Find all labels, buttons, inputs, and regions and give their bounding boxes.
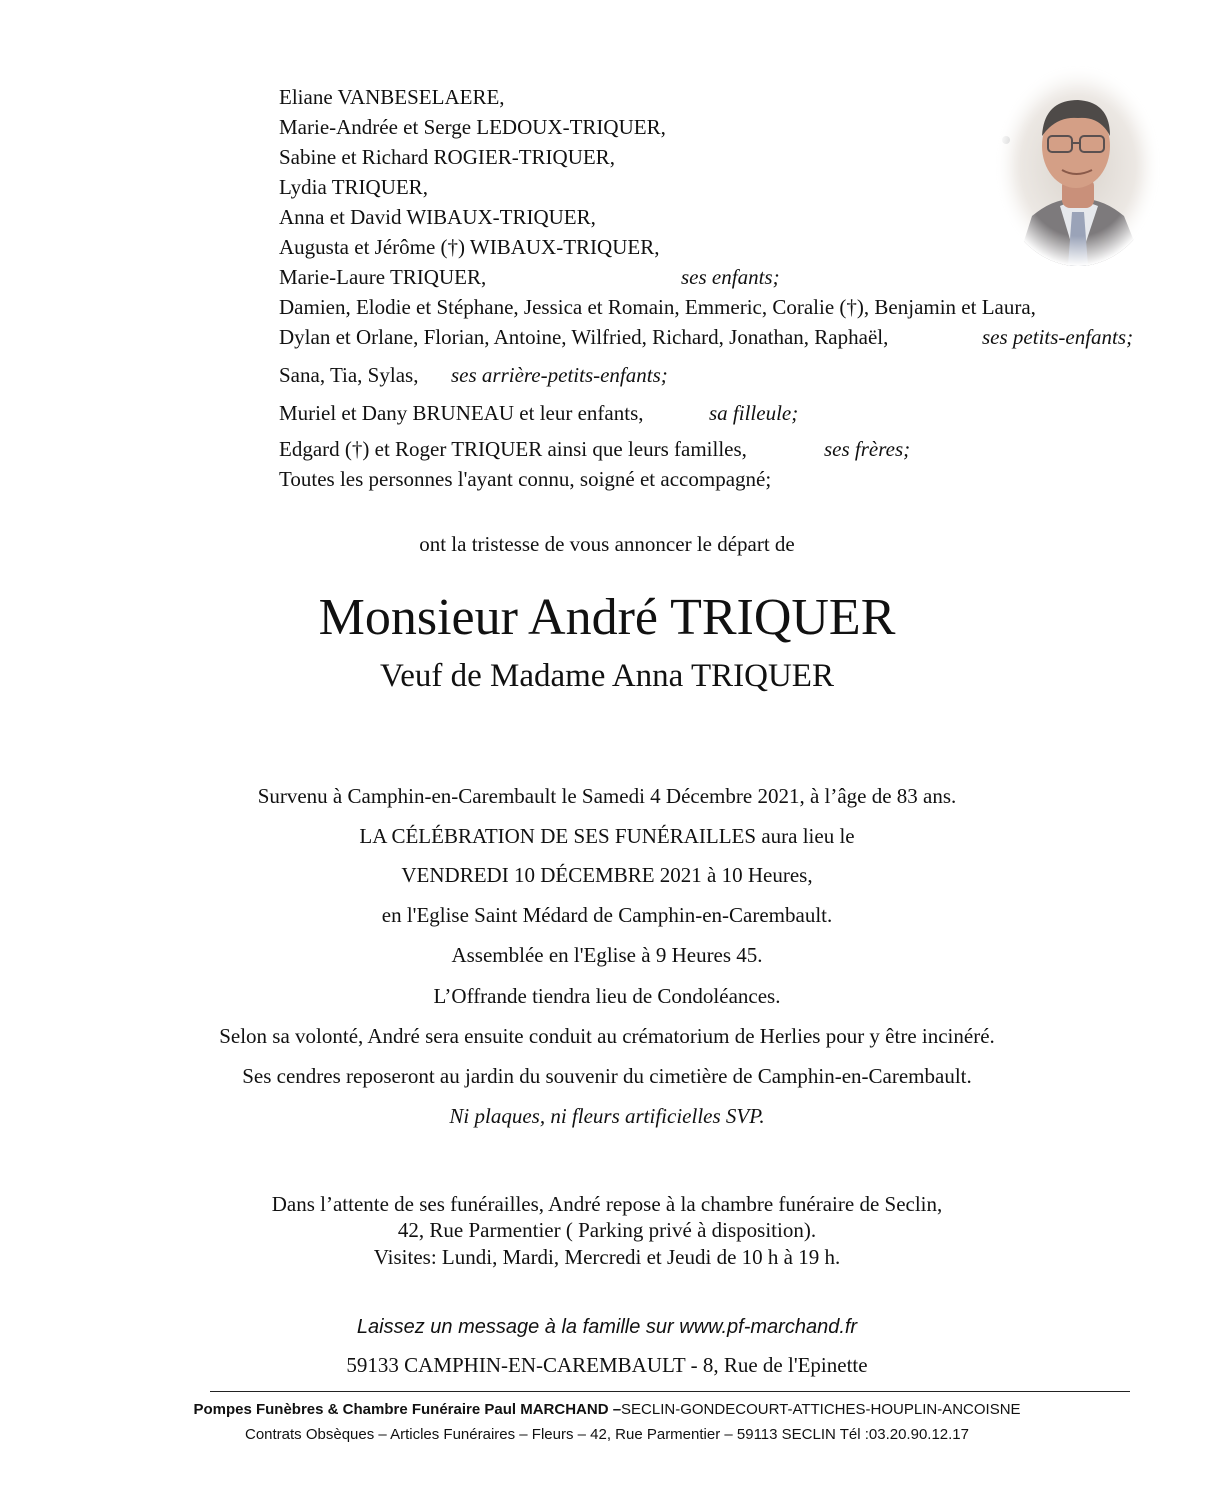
footer-towns: SECLIN-GONDECOURT-ATTICHES-HOUPLIN-ANCOISNE [621, 1401, 1021, 1418]
grandchildren-role: ses petits-enfants; [982, 325, 1134, 349]
address-line: 59133 CAMPHIN-EN-CAREMBAULT - 8, Rue de l'Epinette [346, 1353, 868, 1377]
grandchildren-line: Damien, Elodie et Stéphane, Jessica et Romain, Emmeric, Coralie (†), Benjamin et Laura, [279, 295, 1036, 319]
rest-line: Visites: Lundi, Mardi, Mercredi et Jeudi de 10 h à 19 h. [373, 1245, 841, 1269]
family-line: Marie-Andrée et Serge LEDOUX-TRIQUER, [279, 115, 666, 139]
footer-contact: Contrats Obsèques – Articles Funéraires – Fleurs – 42, Rue Parmentier – 59113 SECLIN Tél :03.20.90.12.17 [244, 1426, 969, 1443]
family-line: Augusta et Jérôme (†) WIBAUX-TRIQUER, [279, 235, 660, 259]
brothers-line [279, 434, 1036, 464]
family-line: Anna et David WIBAUX-TRIQUER, [279, 205, 596, 229]
portrait-figure [996, 66, 1160, 266]
great-grandchildren-line [279, 360, 1036, 390]
family-list [279, 82, 1134, 494]
detail-line: Assemblée en l'Eglise à 9 Heures 45. [451, 943, 763, 967]
family-line-children [279, 262, 1036, 292]
footer-company-line [0, 1401, 1214, 1418]
family-line: Lydia TRIQUER, [279, 175, 428, 199]
brothers-names: Edgard (†) et Roger TRIQUER ainsi que leurs familles, [279, 437, 747, 461]
family-line: Eliane VANBESELAERE, [279, 85, 505, 109]
detail-line: Selon sa volonté, André sera ensuite conduit au crématorium de Herlies pour y être incinéré. [219, 1024, 995, 1048]
others-line: Toutes les personnes l'ayant connu, soigné et accompagné; [279, 467, 772, 491]
family-line: Marie-Laure TRIQUER, [279, 265, 487, 289]
grandchildren-names: Dylan et Orlane, Florian, Antoine, Wilfried, Richard, Jonathan, Raphaël, [279, 325, 889, 349]
no-flowers-note: Ni plaques, ni fleurs artificielles SVP. [449, 1104, 765, 1128]
great-grandchildren-role: ses arrière-petits-enfants; [451, 363, 668, 387]
goddaughter-role: sa filleule; [709, 401, 799, 425]
rest-line: 42, Rue Parmentier ( Parking privé à disposition). [397, 1218, 817, 1242]
detail-line: L’Offrande tiendra lieu de Condoléances. [433, 984, 781, 1008]
widower-line: Veuf de Madame Anna TRIQUER [380, 658, 834, 694]
detail-line: en l'Eglise Saint Médard de Camphin-en-Carembault. [381, 903, 833, 927]
detail-line: VENDREDI 10 DÉCEMBRE 2021 à 10 Heures, [401, 863, 813, 887]
detail-line: LA CÉLÉBRATION DE SES FUNÉRAILLES aura lieu le [359, 824, 855, 848]
portrait-photo-icon [996, 66, 1160, 266]
footer-company: Pompes Funèbres & Chambre Funéraire Paul MARCHAND – [193, 1401, 622, 1418]
rest-line: Dans l’attente de ses funérailles, André repose à la chambre funéraire de Seclin, [271, 1192, 943, 1216]
detail-line: Survenu à Camphin-en-Carembault le Samedi 4 Décembre 2021, à l’âge de 83 ans. [257, 784, 957, 808]
grandchildren-line-2 [279, 322, 1134, 352]
goddaughter-line [279, 398, 1036, 428]
announcement: ont la tristesse de vous annoncer le départ de [419, 532, 795, 556]
family-line: Sabine et Richard ROGIER-TRIQUER, [279, 145, 615, 169]
detail-line: Ses cendres reposeront au jardin du souvenir du cimetière de Camphin-en-Carembault. [242, 1064, 972, 1088]
children-role: ses enfants; [681, 265, 780, 289]
footer-divider [210, 1391, 1130, 1392]
brothers-role: ses frères; [824, 437, 911, 461]
website-message: Laissez un message à la famille sur www.pf-marchand.fr [356, 1316, 858, 1338]
deceased-name: Monsieur André TRIQUER [318, 589, 896, 646]
great-grandchildren-names: Sana, Tia, Sylas, [279, 363, 419, 387]
goddaughter-names: Muriel et Dany BRUNEAU et leur enfants, [279, 401, 644, 425]
